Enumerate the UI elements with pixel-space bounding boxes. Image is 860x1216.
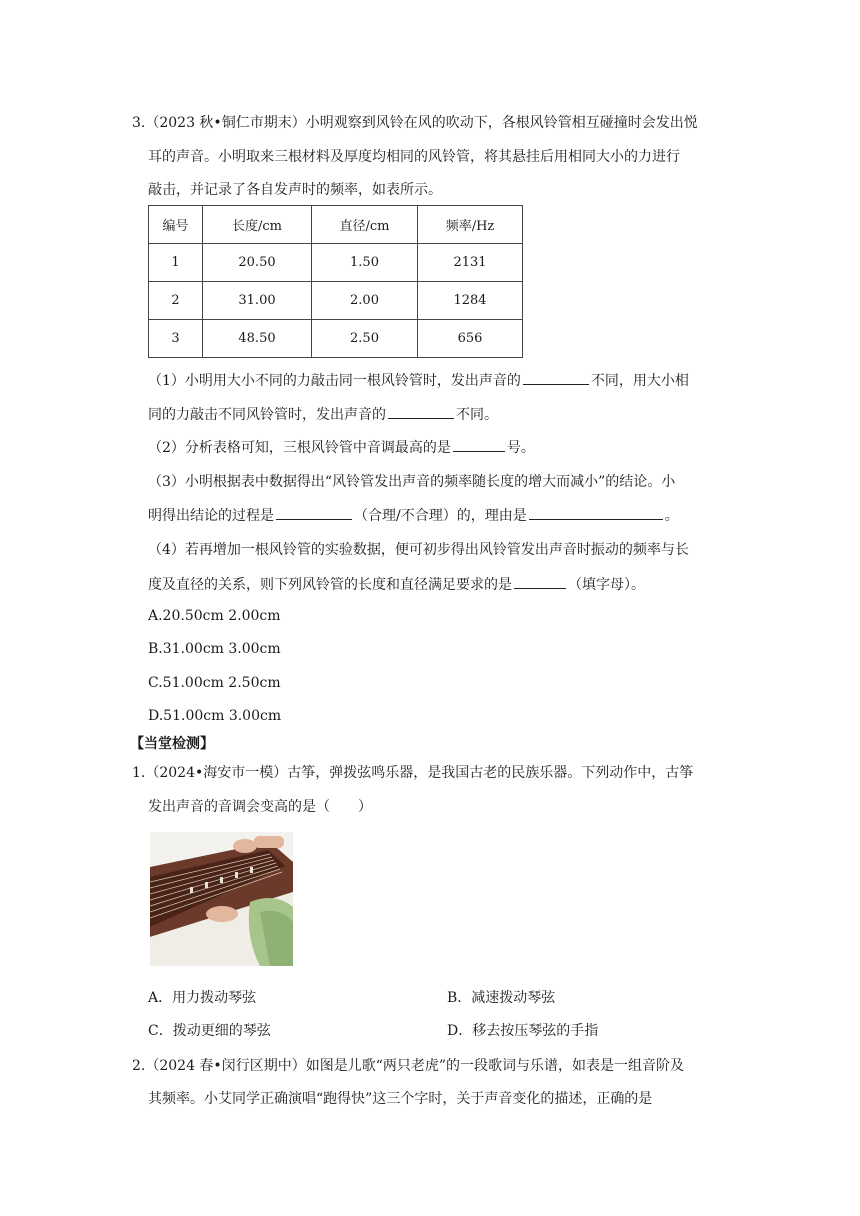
q3-part4-line2 bbox=[148, 574, 645, 595]
guzheng-illustration bbox=[150, 832, 293, 966]
q3-part3-text-b: 明得出结论的过程是 bbox=[148, 508, 274, 524]
q3-part4-text-b: 度及直径的关系，则下列风铃管的长度和直径满足要求的是 bbox=[148, 577, 512, 593]
table-row bbox=[149, 282, 523, 320]
table-cell: 3 bbox=[149, 320, 203, 358]
table-row bbox=[149, 244, 523, 282]
s1-line-2: 发出声音的音调会变高的是（ ） bbox=[148, 799, 372, 815]
guzheng-photo bbox=[150, 832, 293, 966]
q3-part3-text-c: （合理/不合理）的，理由是 bbox=[354, 508, 527, 524]
answer-blank[interactable] bbox=[453, 437, 505, 452]
answer-blank[interactable] bbox=[514, 574, 566, 589]
q3-option-c: C.51.00cm 2.50cm bbox=[148, 675, 281, 691]
s1-option-c: C．拨动更细的琴弦 bbox=[148, 1023, 271, 1039]
table-header-cell: 直径/cm bbox=[312, 206, 418, 244]
table-cell: 1.50 bbox=[312, 244, 418, 282]
table-header-row bbox=[149, 206, 523, 244]
s1-option-d: D．移去按压琴弦的手指 bbox=[447, 1023, 599, 1039]
section-heading: 【当堂检测】 bbox=[130, 736, 214, 752]
q3-part2 bbox=[148, 437, 535, 458]
table-cell: 48.50 bbox=[203, 320, 312, 358]
q3-line-3: 敲击，并记录了各自发声时的频率，如表所示。 bbox=[148, 182, 442, 198]
table-cell: 2.50 bbox=[312, 320, 418, 358]
q3-line-1: 3.（2023 秋•铜仁市期末）小明观察到风铃在风的吹动下，各根风铃管相互碰撞时会发出悦 bbox=[132, 115, 698, 131]
q3-part4-line1: （4）若再增加一根风铃管的实验数据，便可初步得出风铃管发出声音时振动的频率与长 bbox=[148, 542, 689, 558]
q3-part1-line2 bbox=[148, 404, 498, 425]
table-header-cell: 长度/cm bbox=[203, 206, 312, 244]
table-cell: 2131 bbox=[418, 244, 523, 282]
q3-part4-text-c: （填字母）。 bbox=[568, 577, 645, 593]
s1-option-b: B．减速拨动琴弦 bbox=[447, 990, 556, 1006]
table-cell: 20.50 bbox=[203, 244, 312, 282]
q3-part1-text-b: 不同，用大小相 bbox=[590, 373, 689, 389]
q3-part2-text-b: 号。 bbox=[506, 440, 535, 456]
table-cell: 2 bbox=[149, 282, 203, 320]
q3-part1-text-d: 不同。 bbox=[456, 407, 498, 423]
q3-part1-text-c: 同的力敲击不同风铃管时，发出声音的 bbox=[148, 407, 386, 423]
q3-part3-line1: （3）小明根据表中数据得出“风铃管发出声音的频率随长度的增大而减小”的结论。小 bbox=[148, 474, 676, 490]
q3-part3-text-d: 。 bbox=[664, 508, 679, 524]
s2-line-2: 其频率。小艾同学正确演唱“跑得快”这三个字时，关于声音变化的描述，正确的是 bbox=[148, 1091, 653, 1107]
answer-blank[interactable] bbox=[523, 370, 589, 385]
answer-blank[interactable] bbox=[529, 505, 663, 520]
q3-option-a: A.20.50cm 2.00cm bbox=[148, 608, 281, 624]
q3-part1-line1 bbox=[148, 370, 689, 391]
q3-option-d: D.51.00cm 3.00cm bbox=[148, 708, 282, 724]
q3-part2-text-a: （2）分析表格可知，三根风铃管中音调最高的是 bbox=[148, 440, 451, 456]
table-cell: 31.00 bbox=[203, 282, 312, 320]
frequency-table bbox=[148, 205, 523, 358]
table-header-cell: 频率/Hz bbox=[418, 206, 523, 244]
table-header-cell: 编号 bbox=[149, 206, 203, 244]
s2-line-1: 2.（2024 春•闵行区期中）如图是儿歌“两只老虎”的一段歌词与乐谱，如表是一组音阶及 bbox=[132, 1058, 685, 1074]
q3-part1-text-a: （1）小明用大小不同的力敲击同一根风铃管时，发出声音的 bbox=[148, 373, 521, 389]
answer-blank[interactable] bbox=[388, 404, 454, 419]
q3-line-2: 耳的声音。小明取来三根材料及厚度均相同的风铃管，将其悬挂后用相同大小的力进行 bbox=[148, 149, 680, 165]
answer-blank[interactable] bbox=[276, 505, 352, 520]
s1-option-a: A．用力拨动琴弦 bbox=[148, 990, 257, 1006]
table-cell: 1284 bbox=[418, 282, 523, 320]
table-cell: 1 bbox=[149, 244, 203, 282]
s1-line-1: 1.（2024•海安市一模）古筝，弹拨弦鸣乐器，是我国古老的民族乐器。下列动作中，古筝 bbox=[132, 765, 694, 781]
q3-option-b: B.31.00cm 3.00cm bbox=[148, 641, 281, 657]
table-cell: 2.00 bbox=[312, 282, 418, 320]
table-cell: 656 bbox=[418, 320, 523, 358]
q3-part3-line2 bbox=[148, 505, 679, 526]
table-row bbox=[149, 320, 523, 358]
